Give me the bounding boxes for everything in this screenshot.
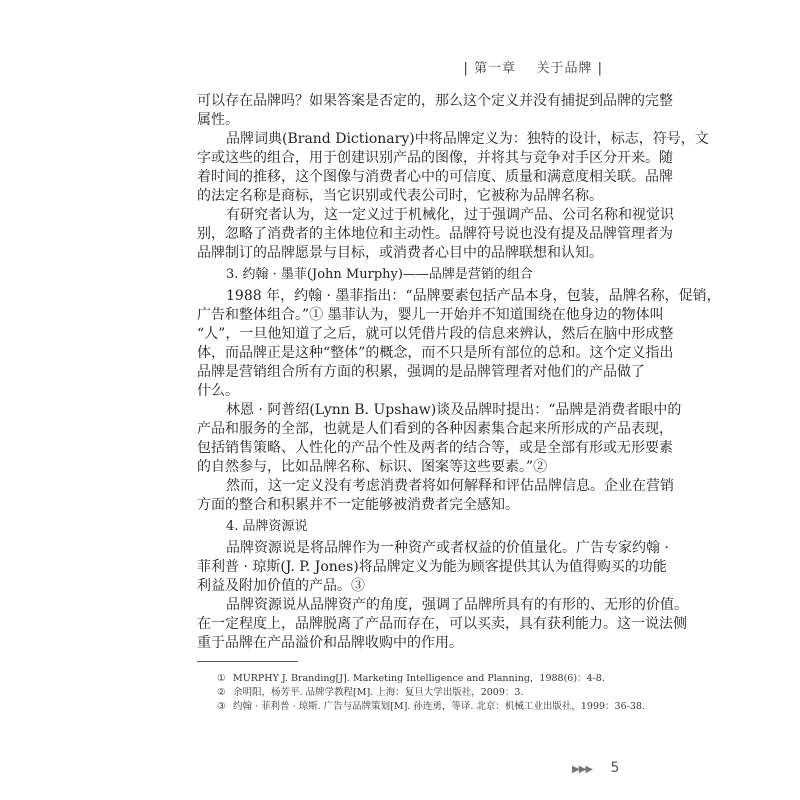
- text-line: 然而，这一定义没有考虑消费者将如何解释和评估品牌信息。企业在营销: [226, 478, 674, 494]
- text-line: 1988 年，约翰 · 墨菲指出：“品牌要素包括产品本身，包装，品牌名称，促销，: [226, 288, 721, 304]
- text-line: “人”，一旦他知道了之后，就可以凭借片段的信息来辨认，然后在脑中形成整: [197, 326, 674, 342]
- text-line: 广告和整体组合。”① 墨菲认为，婴儿一开始并不知道围绕在他身边的物体叫: [197, 307, 664, 323]
- paragraph: [197, 92, 673, 130]
- paragraph: [197, 130, 709, 206]
- footnote-text: 余明阳，杨芳平. 品牌学教程[M]. 上海：复旦大学出版社，2009：3.: [233, 687, 524, 698]
- text-line: 的法定名称是商标，当它识别或代表公司时，它被称为品牌名称。: [197, 188, 603, 204]
- section-heading: 3. 约翰 · 墨菲(John Murphy)——品牌是营销的组合: [226, 267, 533, 282]
- text-line: 品牌资源说从品牌资产的角度，强调了品牌所具有的有形的、无形的价值。: [226, 597, 688, 613]
- footnote-number: ②: [217, 687, 226, 698]
- footnote: [217, 686, 523, 700]
- text-line: 重于品牌在产品溢价和品牌收购中的作用。: [197, 635, 463, 651]
- text-line: 林恩 · 阿普绍(Lynn B. Upshaw)谈及品牌时提出：“品牌是消费者眼中的: [226, 402, 682, 418]
- paragraph: [197, 206, 674, 263]
- footnote-number: ③: [217, 701, 226, 712]
- arrow-icon: ▶▶▶: [572, 764, 593, 775]
- footnote-text: 约翰 · 菲利普 · 琼斯. 广告与品牌策划[M]. 孙连勇，等译. 北京：机械工业出版社，1999：36-38.: [233, 701, 645, 712]
- text-line: 方面的整合和积累并不一定能够被消费者完全感知。: [197, 497, 519, 513]
- paragraph: [197, 596, 688, 653]
- footnote: [217, 700, 645, 714]
- footnote-divider: [197, 661, 298, 662]
- footnote-number: ①: [217, 673, 226, 684]
- footnote: [217, 672, 605, 686]
- text-line: 利益及附加价值的产品。③: [197, 578, 365, 594]
- paragraph: [197, 539, 669, 596]
- text-line: 别，忽略了消费者的主体地位和主动性。品牌符号说也没有提及品牌管理者为: [197, 226, 673, 242]
- section-heading: 4. 品牌资源说: [226, 519, 308, 534]
- text-line: 产品和服务的全部，也就是人们看到的各种因素集合起来所形成的产品表现，: [197, 421, 673, 437]
- text-line: 品牌资源说是将品牌作为一种资产或者权益的价值量化。广告专家约翰 ·: [226, 540, 669, 556]
- paragraph: [197, 477, 674, 515]
- text-line: 品牌是营销组合所有方面的积累，强调的是品牌管理者对他们的产品做了: [197, 364, 645, 380]
- text-line: 菲利普 · 琼斯(J. P. Jones)将品牌定义为能为顾客提供其认为值得购买的功能: [197, 559, 667, 575]
- text-line: 的自然参与，比如品牌名称、标识、图案等这些要素。”②: [197, 459, 548, 475]
- running-header: | 第一章 关于品牌 |: [463, 61, 603, 76]
- text-line: 可以存在品牌吗？如果答案是否定的，那么这个定义并没有捕捉到品牌的完整: [197, 93, 673, 109]
- paragraph: [197, 401, 682, 477]
- text-line: 属性。: [197, 112, 239, 128]
- page-number: 5: [610, 760, 620, 776]
- text-line: 包括销售策略、人性化的产品个性及两者的结合等，或是全部有形或无形要素: [197, 440, 673, 456]
- text-line: 着时间的推移，这个图像与消费者心中的可信度、质量和满意度相关联。品牌: [197, 169, 673, 185]
- text-line: 有研究者认为，这一定义过于机械化，过于强调产品、公司名称和视觉识: [226, 207, 674, 223]
- text-line: 字或这些的组合，用于创建识别产品的图像，并将其与竞争对手区分开来。随: [197, 150, 673, 166]
- paragraph: [197, 287, 721, 401]
- body-text: [197, 92, 721, 653]
- text-line: 什么。: [197, 383, 239, 399]
- text-line: 品牌词典(Brand Dictionary)中将品牌定义为：独特的设计，标志，符号，文: [226, 131, 709, 147]
- text-line: 在一定程度上，品牌脱离了产品而存在，可以买卖，具有获利能力。这一说法侧: [197, 616, 687, 632]
- page-number-area: [572, 760, 619, 776]
- text-line: 品牌制订的品牌愿景与目标，或消费者心目中的品牌联想和认知。: [197, 245, 603, 261]
- text-line: 体，而品牌正是这种“整体”的概念，而不只是所有部位的总和。这个定义指出: [197, 345, 674, 361]
- footnote-text: MURPHY J. Branding[J]. Marketing Intelligence and Planning，1988(6)：4-8.: [233, 673, 605, 684]
